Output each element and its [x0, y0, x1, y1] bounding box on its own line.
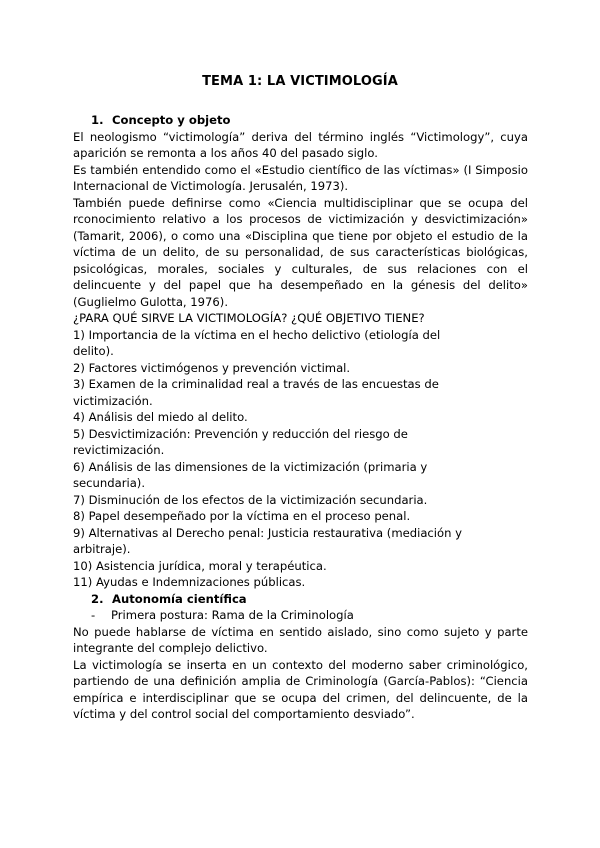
list-item: 6) Análisis de las dimensiones de la victimización (primaria y secundaria).: [73, 459, 428, 490]
list-item: 8) Papel desempeñado por la víctima en el proceso penal.: [73, 509, 411, 523]
list-item: 9) Alternativas al Derecho penal: Justicia restaurativa (mediación y arbitraje).: [73, 525, 463, 556]
objectives-question: ¿PARA QUÉ SIRVE LA VICTIMOLOGÍA? ¿QUÉ OBJETIVO TIENE?: [73, 311, 425, 325]
section-heading-autonomia: [73, 591, 528, 608]
dash-marker: -: [91, 608, 96, 622]
section-number: 1.: [91, 113, 104, 127]
page-title: TEMA 1: LA VICTIMOLOGÍA: [202, 74, 398, 89]
section-number: 2.: [91, 591, 104, 606]
paragraph: No puede hablarse de víctima en sentido aislado, sino como sujeto y parte integrante del complejo delictivo.: [73, 624, 528, 655]
dash-bullet-item: [73, 607, 528, 624]
document-body: [73, 112, 528, 723]
paragraph: Es también entendido como el «Estudio científico de las víctimas» (I Simposio Internacional de Victimología. Jerusalén, 1973).: [73, 162, 528, 193]
paragraph: También puede definirse como «Ciencia multidisciplinar que se ocupa del rconocimiento relativo a los procesos de victimización y desvictimización» (Tamarit, 2006), o como una «Disciplina que tiene por objeto el estudio de la víctima de un delito, de su personalidad, de sus características biológicas, psicológicas, morales, sociales y culturales, de sus relaciones con el delincuente y del papel que ha desempeñado en la génesis del delito» (Guglielmo Gulotta, 1976).: [73, 195, 528, 309]
section-heading-concepto: [73, 112, 528, 129]
dash-bullet-text: Primera postura: Rama de la Criminología: [111, 608, 354, 622]
list-item: 5) Desvictimización: Prevención y reducción del riesgo de revictimización.: [73, 426, 408, 457]
list-item: 3) Examen de la criminalidad real a través de las encuestas de victimización.: [73, 377, 439, 408]
list-item: 4) Análisis del miedo al delito.: [73, 410, 248, 424]
section-heading-text: Concepto y objeto: [112, 113, 231, 127]
list-item: 1) Importancia de la víctima en el hecho delictivo (etiología del delito).: [73, 327, 441, 358]
list-item: 11) Ayudas e Indemnizaciones públicas.: [73, 575, 306, 589]
paragraph: La victimología se inserta en un contexto del moderno saber criminológico, partiendo de una definición amplia de Criminología (García-Pablos): “Ciencia empírica e interdisciplinar que se ocupa del crimen, del delincuente, de la víctima y del control social del comportamiento desviado”.: [73, 657, 528, 721]
paragraph: El neologismo “victimología” deriva del término inglés “Victimology”, cuya aparición se remonta a los años 40 del pasado siglo.: [73, 129, 528, 160]
section-heading-text: Autonomía científica: [112, 591, 247, 606]
list-item: 2) Factores victimógenos y prevención victimal.: [73, 360, 351, 375]
list-item: 7) Disminución de los efectos de la victimización secundaria.: [73, 492, 428, 507]
list-item: 10) Asistencia jurídica, moral y terapéutica.: [73, 558, 327, 573]
